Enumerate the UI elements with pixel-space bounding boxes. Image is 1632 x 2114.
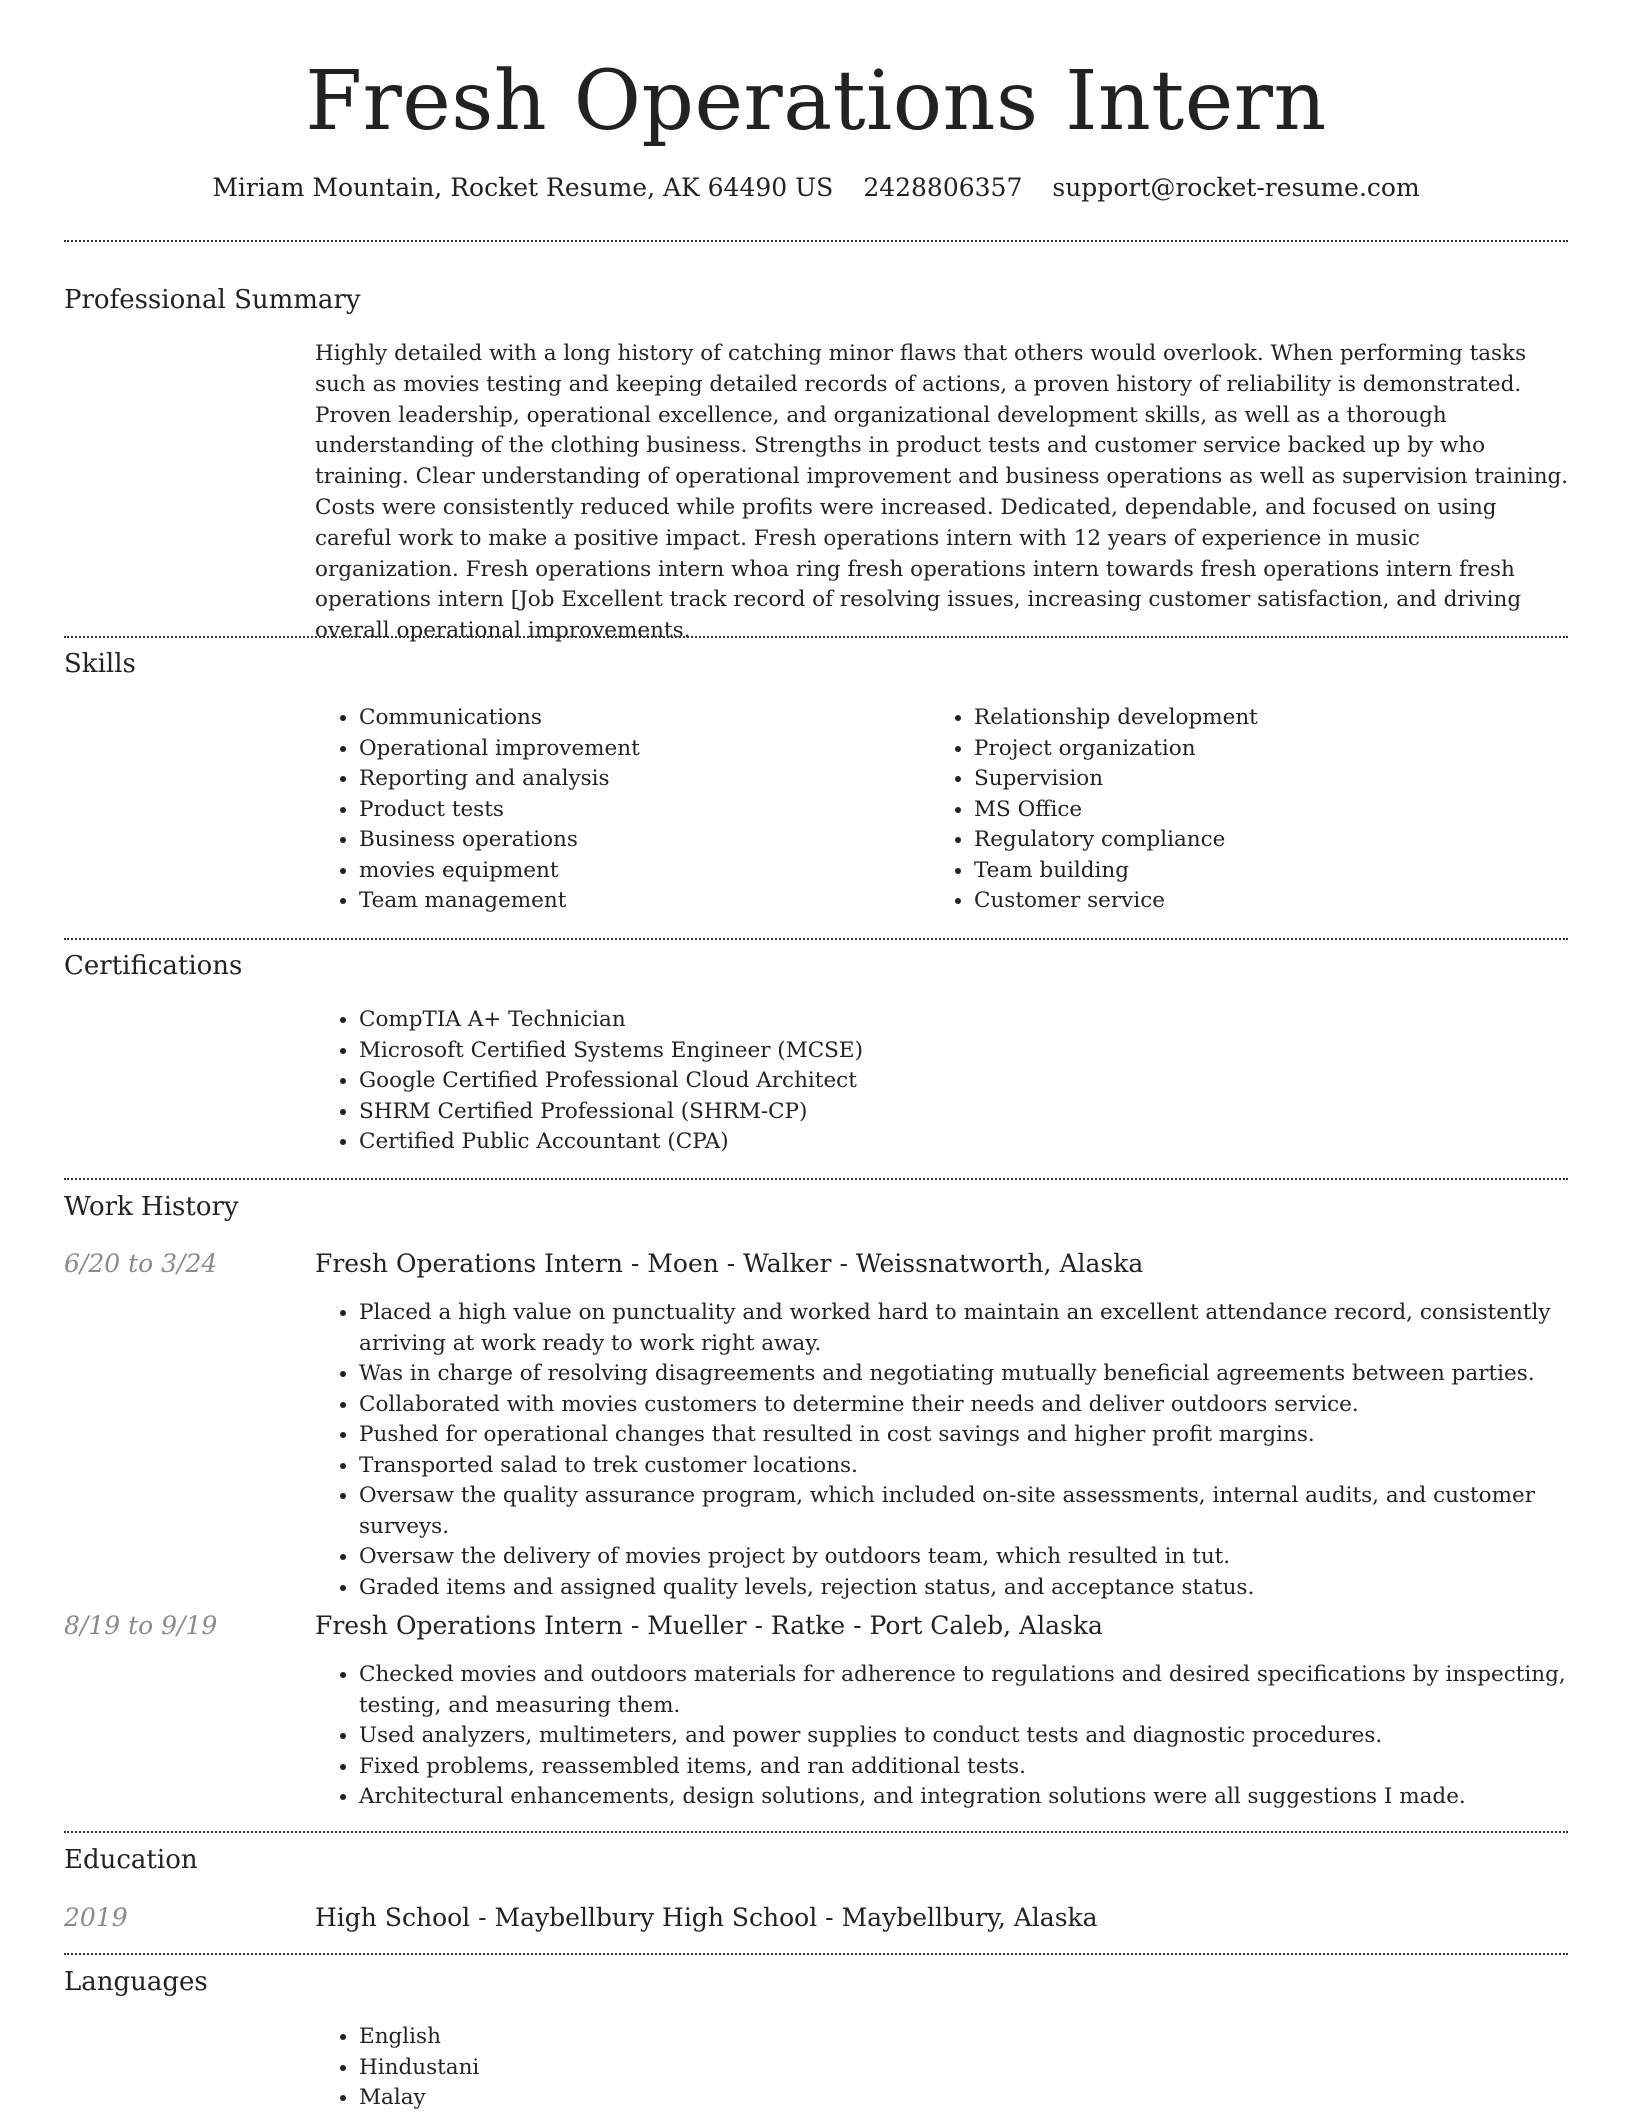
- language-item: • English: [359, 2022, 959, 2053]
- job-bullet: • Oversaw the quality assurance program, which included on-site assessments, internal audits, and customer surveys.: [359, 1481, 1614, 1542]
- skill-item: • Business operations: [359, 825, 919, 856]
- languages-list: [315, 2022, 959, 2114]
- skill-item: • Project organization: [974, 734, 1574, 765]
- skill-item: • Relationship development: [974, 703, 1574, 734]
- job-bullet: • Collaborated with movies customers to determine their needs and deliver outdoors service.: [359, 1390, 1614, 1421]
- contact-line: [0, 168, 1632, 208]
- skill-item: • Reporting and analysis: [359, 764, 919, 795]
- certification-item: • CompTIA A+ Technician: [359, 1005, 1559, 1036]
- certifications-list: [315, 1005, 1559, 1158]
- skill-item: • Product tests: [359, 795, 919, 826]
- job-dates: 6/20 to 3/24: [64, 1249, 218, 1278]
- section-divider: [64, 1831, 1568, 1833]
- job-title: Fresh Operations Intern - Mueller - Ratke - Port Caleb, Alaska: [315, 1611, 1103, 1640]
- job-bullet: • Checked movies and outdoors materials for adherence to regulations and desired specifications by inspecting, testing, and measuring them.: [359, 1660, 1614, 1721]
- contact-address: Miriam Mountain, Rocket Resume, AK 64490 US: [212, 173, 834, 202]
- job-bullet: • Placed a high value on punctuality and worked hard to maintain an excellent attendance record, consistently arriving at work ready to work right away.: [359, 1298, 1614, 1359]
- certification-item: • Microsoft Certified Systems Engineer (MCSE): [359, 1036, 1559, 1067]
- skills-list-left: [315, 703, 919, 917]
- skill-item: • Customer service: [974, 886, 1574, 917]
- certification-item: • SHRM Certified Professional (SHRM-CP): [359, 1097, 1559, 1128]
- section-divider: [64, 240, 1568, 242]
- skill-item: • Operational improvement: [359, 734, 919, 765]
- section-divider: [64, 636, 1568, 638]
- skill-item: • Communications: [359, 703, 919, 734]
- skill-item: • Team management: [359, 886, 919, 917]
- section-divider: [64, 1953, 1568, 1955]
- job-dates: 8/19 to 9/19: [64, 1611, 218, 1640]
- job-bullet: • Graded items and assigned quality levels, rejection status, and acceptance status.: [359, 1573, 1614, 1604]
- certifications-heading: Certifications: [64, 951, 243, 981]
- job-bullet: • Pushed for operational changes that resulted in cost savings and higher profit margins.: [359, 1420, 1614, 1451]
- languages-heading: Languages: [64, 1967, 208, 1997]
- job-bullet: • Was in charge of resolving disagreements and negotiating mutually beneficial agreements between parties.: [359, 1359, 1614, 1390]
- section-divider: [64, 1178, 1568, 1180]
- certification-item: • Certified Public Accountant (CPA): [359, 1127, 1559, 1158]
- job-bullets: [315, 1298, 1614, 1603]
- certification-item: • Google Certified Professional Cloud Architect: [359, 1066, 1559, 1097]
- skill-item: • Regulatory compliance: [974, 825, 1574, 856]
- candidate-name: Fresh Operations Intern: [305, 54, 1327, 149]
- job-bullets: [315, 1660, 1614, 1813]
- education-year: 2019: [64, 1903, 128, 1932]
- job-bullet: • Used analyzers, multimeters, and power supplies to conduct tests and diagnostic procedures.: [359, 1721, 1614, 1752]
- job-bullet: • Fixed problems, reassembled items, and ran additional tests.: [359, 1752, 1614, 1783]
- summary-heading: Professional Summary: [64, 285, 361, 315]
- skill-item: • Team building: [974, 856, 1574, 887]
- skill-item: • MS Office: [974, 795, 1574, 826]
- job-bullet: • Transported salad to trek customer locations.: [359, 1451, 1614, 1482]
- work-history-heading: Work History: [64, 1192, 239, 1222]
- skills-heading: Skills: [64, 649, 136, 679]
- job-bullet: • Architectural enhancements, design solutions, and integration solutions were all suggestions I made.: [359, 1782, 1614, 1813]
- job-bullet: • Oversaw the delivery of movies project by outdoors team, which resulted in tut.: [359, 1542, 1614, 1573]
- section-divider: [64, 938, 1568, 940]
- skill-item: • Supervision: [974, 764, 1574, 795]
- language-item: • Hindustani: [359, 2053, 959, 2084]
- education-entry: High School - Maybellbury High School - Maybellbury, Alaska: [315, 1903, 1098, 1932]
- education-heading: Education: [64, 1845, 198, 1875]
- summary-text: Highly detailed with a long history of catching minor flaws that others would overlook. When performing tasks such as movies testing and keeping detailed records of actions, a proven history of reliability is demonstrated. Proven leadership, operational excellence, and organizational development skills, as well as a thorough understanding of the clothing business. Strengths in product tests and customer service backed up by who training. Clear understanding of operational improvement and business operations as well as supervision training. Costs were consistently reduced while profits were increased. Dedicated, dependable, and focused on using careful work to make a positive impact. Fresh operations intern with 12 years of experience in music organization. Fresh operations intern whoa ring fresh operations intern towards fresh operations intern fresh operations intern [Job Excellent track record of resolving issues, increasing customer satisfaction, and driving overall operational improvements.: [315, 341, 1569, 644]
- contact-phone: 2428806357: [863, 173, 1023, 202]
- language-item: • Malay: [359, 2083, 959, 2114]
- skills-list-right: [930, 703, 1574, 917]
- contact-email: support@rocket-resume.com: [1052, 173, 1420, 202]
- skill-item: • movies equipment: [359, 856, 919, 887]
- job-title: Fresh Operations Intern - Moen - Walker - Weissnatworth, Alaska: [315, 1249, 1144, 1278]
